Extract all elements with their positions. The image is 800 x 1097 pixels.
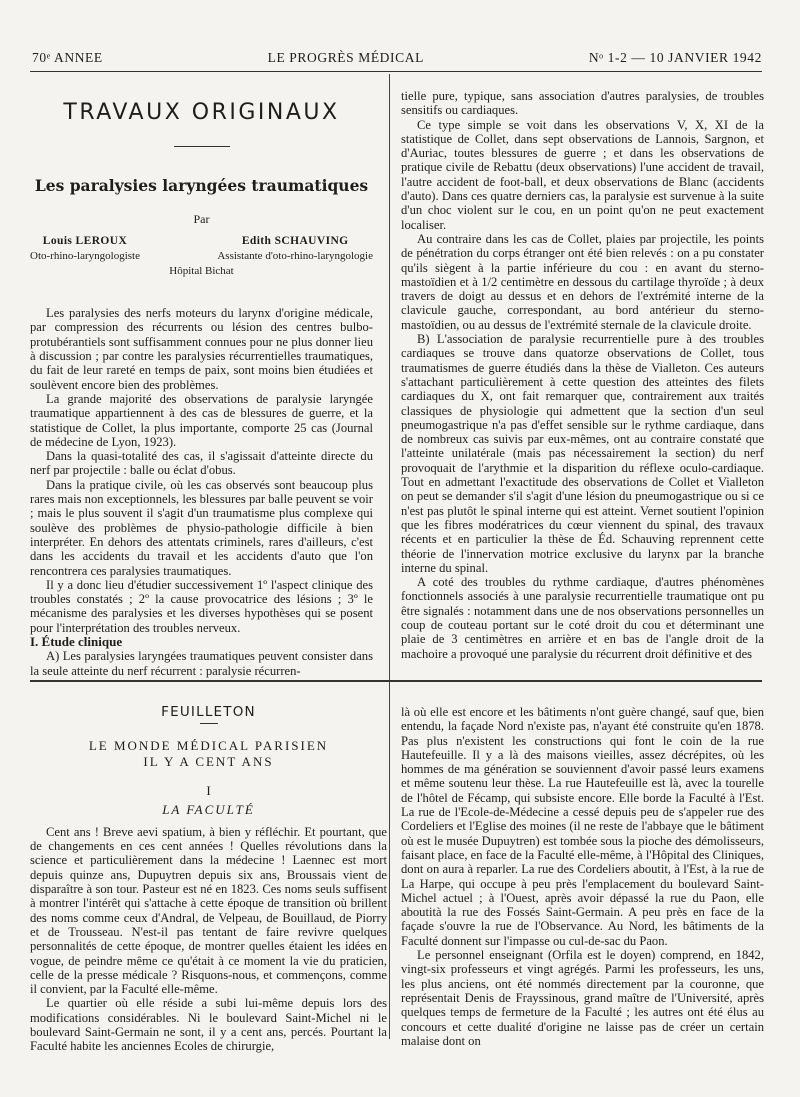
hospital-affiliation: Hôpital Bichat <box>169 264 234 277</box>
running-header <box>32 50 762 66</box>
author-2-role: Assistante d'oto-rhino-laryngologie <box>217 249 373 262</box>
article-column-right <box>401 89 764 677</box>
paragraph: A) Les paralysies laryngées traumatiques peuvent consister dans la seule atteinte du nerf récurrent : paralysie récurren- <box>30 649 373 678</box>
feuilleton-title-line-1: LE MONDE MÉDICAL PARISIEN <box>88 738 329 754</box>
article-column-left <box>30 80 373 678</box>
subheading: I. Étude clinique <box>30 634 123 650</box>
author-1 <box>30 234 140 264</box>
author-2 <box>217 234 373 264</box>
article-title: Les paralysies laryngées traumatiques <box>34 176 369 196</box>
authors <box>30 234 373 264</box>
chapter-number: I <box>206 783 211 799</box>
column-divider <box>389 74 390 1039</box>
author-1-role: Oto-rhino-laryngologiste <box>30 249 140 262</box>
paragraph: Les paralysies des nerfs moteurs du larynx d'origine médicale, par compression des récurrents ou lésion des centres bulbo-protubérantiels sont suffisamment connues pour ne plus donner lieu à discussion ; par contre les paralysies récurrentielles traumatiques, du fait de leur rareté en temps de paix, sont moins bien étudiées et soulèvent encore bien des problèmes. <box>30 306 373 392</box>
feuilleton-title <box>30 738 387 770</box>
issue-date: Nᵒ 1-2 — 10 JANVIER 1942 <box>588 50 762 65</box>
paragraph: Le quartier où elle réside a subi lui-même depuis lors des modifications considérables. Ni le boulevard Saint-Michel ni le boulevard Saint-Germain ne sont, il y a cent ans, percés. Pourtant la Faculté habite les anciennes Ecoles de chirurgie, <box>30 996 387 1054</box>
paragraph: là où elle est encore et les bâtiments n'ont guère changé, sauf que, bien entendu, la façade Nord n'existe pas, n'ayant été construite qu'en 1878. Pas plus n'existent les constructions qui font le coin de la rue Hautefeuille. Il y a là des maisons vieilles, assez décrépites, où les hommes de ma génération se souviennent d'avoir passé leurs examens et même soutenu leur thèse. La rue Hautefeuille est là, avec la tourelle de l'hôtel de Fécamp, qui subsiste encore. Elle borde la Faculté à l'Est. La rue de l'Ecole-de-Médecine a cessé depuis peu de s'appeler rue des Cordeliers et l'Eglise des moines (il ne reste de l'abbaye que le bâtiment où est le musée Dupuytren) est tombée sous la pioche des démolisseurs, faisant place, en face de la Faculté elle-même, à l'Hôpital des Cliniques, dont on aura à reparler. La rue des Cordeliers aboutit, à l'Est, à la rue de La Harpe, qui occupe à peu près l'emplacement du boulevard Saint-Michel actuel ; à l'Ouest, après avoir dépassé la rue du Paon, elle aboutità la rue des Fossés Saint-Germain. A peu près en face de la façade s'ouvre la rue de l'Observance. Au Nord, les bâtiments de la Faculté donnent sur l'impasse ou cul-de-sac du Paon. <box>401 705 764 948</box>
paragraph: Au contraire dans les cas de Collet, plaies par projectile, les points de pénétration du corps étranger ont été bien relevés : on a pu constater qu'ils siègent à la partie inférieure du cou : en avant du sterno-mastoïdien et à 1/2 centimètre en dessous du cartilage thyroïde ; à deux travers de doigt au dessus et en dehors de l'extrémité interne de la clavicule gauche, correspondant, au bord antérieur du sterno-mastoïdien, ou au dessus de l'extrémité sternale de la clavicule droite. <box>401 231 764 332</box>
author-2-name: Edith SCHAUVING <box>241 234 349 247</box>
title-rule <box>174 146 230 147</box>
paragraph: B) L'association de paralysie recurrentielle pure à des troubles cardiaques se trouve dans quatorze observations de Collet, tous traumatismes de guerre étudiés dans la thèse de Vialleton. Ces auteurs s'attachant particulièrement à cette question des atteintes des filets cardiaques du X, ont fait remarquer que, contrairement aux traités classiques de physiologie qui admettent que la section d'un seul pneumogastrique n'a pas d'effet sensible sur le rythme cardiaque, dans de nombreux cas suivis par eux-mêmes, ont au contraire constaté que l'atteinte unilatérale (mais pas nécessairement la section) du nerf provoquait de l'arythmie et la disparition du réflexe oculo-cardiaque. Tout en admettant l'exactitude des observations de Collet et Vialleton on peut se demander s'il s'agit d'une lésion du pneumogastrique ou si ce n'est pas plutôt le spinal interne qui est atteint. Vernet soutient l'opinion que les fibres modératrices du cœur viennent du spinal, des travaux récents et en particulier la thèse de Éd. Schauving reprennent cette théorie de l'innervation motrice exclusive du larynx par la branche interne du spinal. <box>401 332 764 575</box>
feuilleton-label: FEUILLETON <box>161 704 256 720</box>
paragraph: Cent ans ! Breve aevi spatium, à bien y réfléchir. Et pourtant, que de changements en ces cent années ! Quelles révolutions dans la science et particulièrement dans la médecine ! Laennec est mort depuis quinze ans, Dupuytren depuis six ans, Broussais vient de disparaître à son tour. Pasteur est né en 1823. Ces noms seuls suffisent à montrer l'intérêt qui s'attache à cette époque de transition où brillent des noms comme ceux d'Andral, de Velpeau, de Bouillaud, de Piorry et de Trousseau. N'est-il pas tentant de faire revivre quelques personnalités de cette époque, de montrer quelles étaient les idées en vogue, de peindre même ce qu'était à ce moment la vie du praticien, celle de la presse médicale ? Risquons-nous, et commençons, comme il convient, par la Faculté elle-même. <box>30 824 387 997</box>
paragraph: A coté des troubles du rythme cardiaque, d'autres phénomènes fonctionnels associés à une paralysie recurrentielle traumatique ont pu être signalés : notamment dans une de nos observations personnelles un coup de couteau portant sur le coté droit du cou et déterminant une plaie de 3 centimètres en arrière et en bas de l'angle droit de la machoire a provoqué une paralysie du récurrent droit définitive et des <box>401 575 764 661</box>
paragraph: Dans la quasi-totalité des cas, il s'agissait d'atteinte directe du nerf par projectile : balle ou éclat d'obus. <box>30 449 373 478</box>
feuilleton-column-right <box>401 705 764 1048</box>
paragraph: Le personnel enseignant (Orfila est le doyen) comprend, en 1842, vingt-six professeurs et vingt agrégés. Parmi les professeurs, les uns, les plus anciens, ont été nommés directement par la couronne, que représentait Denis de Frayssinous, grand maître de l'Université, après quelques temps de fermeture de la Faculté ; les autres ont été élus au concours et cette dualité d'origine ne laisse pas de créer un certain malaise dont on <box>401 948 764 1048</box>
paragraph: Il y a donc lieu d'étudier successivement 1º l'aspect clinique des troubles constatés ; 2º la cause provocatrice des lésions ; 3º le mécanisme des paralysies et les diverses hypothèses qui se posent pour l'interprétation des troubles nerveux. <box>30 577 373 635</box>
header-rule <box>30 71 762 72</box>
by-line: Par <box>193 211 210 226</box>
paragraph: La grande majorité des observations de paralysie laryngée traumatique appartiennent à des cas de blessures de guerre, et la statistique de Collet, la plus importante, comporte 25 cas (Journal de médecine de Lyon, 1923). <box>30 391 373 449</box>
journal-name: LE PROGRÈS MÉDICAL <box>267 50 424 65</box>
feuilleton-rule <box>200 723 218 724</box>
section-title: TRAVAUX ORIGINAUX <box>63 100 340 125</box>
volume-label: 70ᵉ ANNEE <box>32 50 103 65</box>
paragraph: Dans la pratique civile, où les cas observés sont beaucoup plus rares mais non exceptionnels, les blessures par balle peuvent se voir ; mais le plus souvent il s'agit d'un traumatisme plus complexe qui soulève des problèmes de physio-pathologie difficile à bien interpréter. En dehors des attentats criminels, rares d'ailleurs, c'est dans les accidents du travail et les accidents d'auto que l'on rencontrera ces paralysies traumatiques. <box>30 477 373 578</box>
feuilleton-title-line-2: IL Y A CENT ANS <box>143 754 274 770</box>
paragraph: Ce type simple se voit dans les observations V, X, XI de la statistique de Collet, dans sept observations de Lannois, Sargnon, et d'Auriac, toutes blessures de guerre ; et dans les observations de pratique civile de Rebattu (deux observations) l'une accident de travail, l'autre accident de foot-ball, et deux observations de Blanc (accidents d'auto). Dans ces quatre derniers cas, la paralysie est survenue à la suite d'un choc violent sur le cou, en un point qu'on ne peut exactement localiser. <box>401 117 764 232</box>
author-1-name: Louis LEROUX <box>42 234 128 247</box>
paragraph: tielle pure, typique, sans association d'autres paralysies, de troubles sensitifs ou cardiaques. <box>401 89 764 118</box>
chapter-title: LA FACULTÉ <box>162 801 255 817</box>
feuilleton-separator <box>30 680 762 682</box>
feuilleton-column-left <box>30 704 387 1054</box>
